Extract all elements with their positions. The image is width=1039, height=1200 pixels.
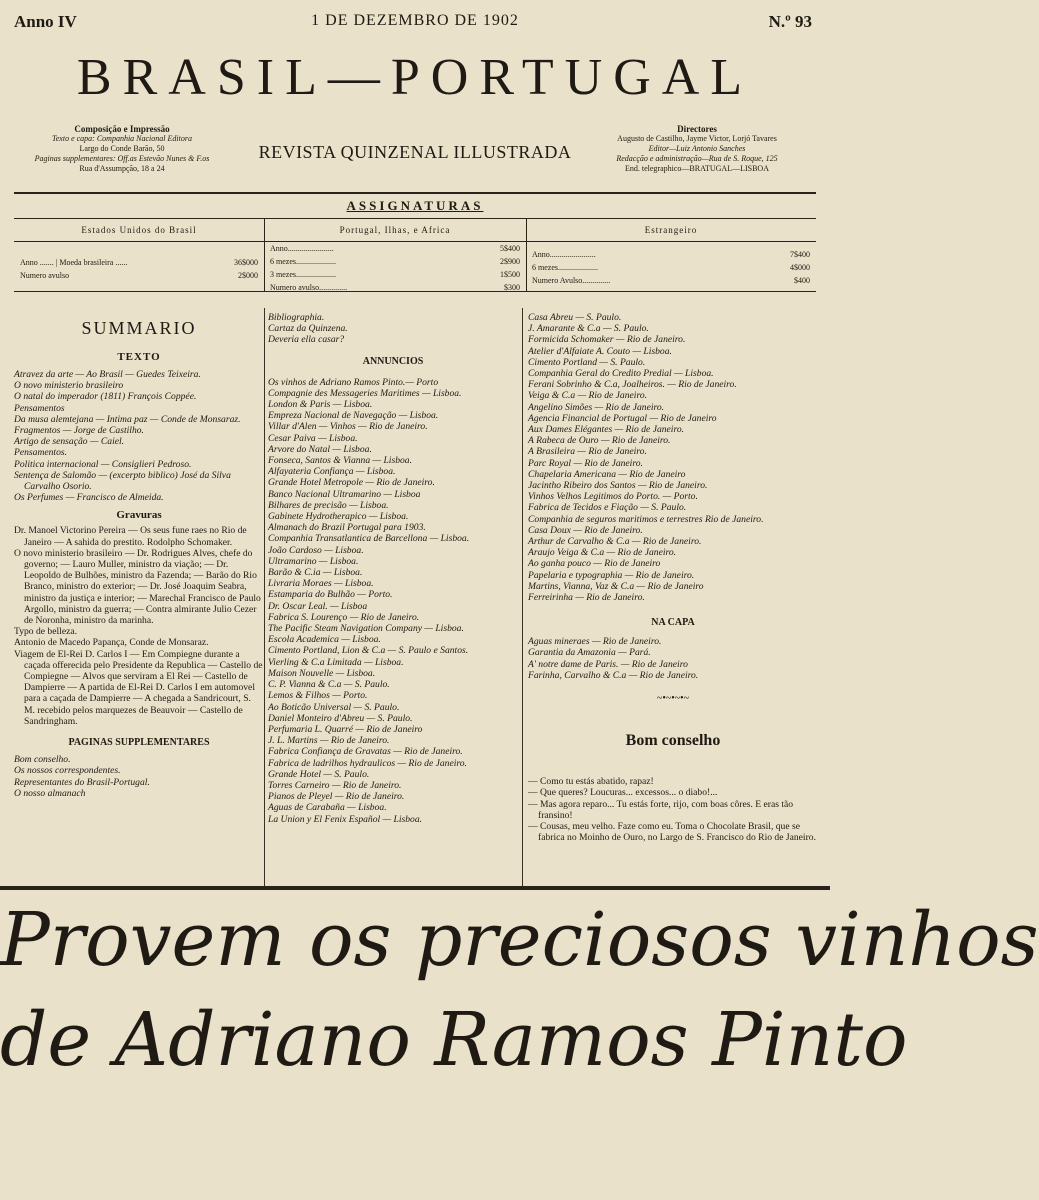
announcement-entry: Fonseca, Santos & Vianna — Lisboa. — [268, 455, 412, 467]
subscription-row: Anno....................... 5$400 — [270, 244, 520, 253]
summary-entry: Deveria ella casar? — [268, 334, 345, 346]
announcement-entry: Ao ganha pouco — Rio de Janeiro — [528, 558, 661, 570]
subscription-col-head: Estrangeiro — [526, 219, 816, 242]
subscriptions-box — [14, 192, 816, 292]
dialog-block — [528, 776, 818, 843]
announcement-entry: J. L. Martins — Rio de Janeiro. — [268, 735, 390, 747]
summary-entry: Bibliographia. — [268, 312, 325, 323]
announcement-entry: Fabrica de ladrilhos hydraulicos — Rio de Janeiro. — [268, 757, 467, 769]
subscription-col-head: Estados Unidos do Brasil — [14, 219, 264, 242]
announcement-entry: Fabrica Confiança de Gravatas — Rio de Janeiro. — [268, 746, 463, 758]
announcement-entry: Companhia Geral do Credito Predial — Lisboa. — [528, 368, 714, 380]
announcements-list — [268, 377, 518, 825]
announcements-column-right — [528, 312, 818, 843]
dialog-line: — Como tu estás abatido, rapaz! — [528, 776, 654, 788]
subscriptions-title: ASSIGNATURAS — [346, 198, 484, 213]
announcements-list — [528, 312, 818, 603]
announcement-entry: Angelino Simões — Rio de Janeiro. — [528, 401, 665, 413]
summary-entry: Fragmentos — Jorge de Castilho. — [14, 425, 144, 437]
issue-year: Anno IV — [14, 12, 77, 31]
announcement-entry: Escola Academica — Lisboa. — [268, 634, 381, 646]
gravura-entry: Viagem de El-Rei D. Carlos I — Em Compiegne durante a caçada offerecida pelo Presidente da Republica — Castello de Compiegne — Alvos que serviram a El Rei — Castello de Dampierre — A partida de El-Rei D. Carlos I em automovel para a caçada de Dampierre — A chegada a Sandricourt, S. M. recebido pelos marquezes de Beauvoir — Castello de Sandringham. — [14, 648, 263, 727]
subscriptions-table — [14, 218, 816, 292]
subscription-col-brasil — [14, 219, 265, 291]
imprint-line: Rua d'Assumpção, 18 a 24 — [79, 164, 165, 173]
announcement-entry: Martins, Vianna, Vaz & C.a — Rio de Janeiro — [528, 580, 704, 592]
announcement-entry: Ferani Sobrinho & C.a, Joalheiros. — Rio de Janeiro. — [528, 379, 737, 391]
gravura-entry: Antonio de Macedo Papança, Conde de Monsaraz. — [14, 637, 209, 649]
announcement-entry: Ultramarino — Lisboa. — [268, 555, 359, 567]
advert-line-1: Provem os preciosos vinhos — [0, 897, 1039, 983]
announcement-entry: Daniel Monteiro d'Abreu — S. Paulo. — [268, 712, 413, 724]
gravura-entry: Dr. Manoel Victorino Pereira — Os seus fune raes no Rio de Janeiro — A sahida do prestito. Rodolpho Schomaker. — [14, 525, 247, 548]
announcement-entry: João Cardoso — Lisboa. — [268, 544, 364, 556]
summary-entry: Pensamentos. — [14, 447, 68, 459]
announcement-entry: Araujo Veiga & C.a — Rio de Janeiro. — [528, 547, 677, 559]
directors-line: Augusto de Castilho, Jayme Victor, Lorjó Tavares — [617, 134, 777, 143]
announcement-entry: Compagnie des Messageries Maritimes — Lisboa. — [268, 387, 462, 399]
supplementary-entry: Os nossos correspondentes. — [14, 765, 121, 777]
announcement-entry: Cimento Portland, Lion & C.a — S. Paulo e Santos. — [268, 645, 469, 657]
summary-entry: Pensamentos — [14, 402, 65, 414]
announcement-entry: Dr. Oscar Leal. — Lisboa — [268, 600, 368, 612]
gravuras-heading: Gravuras — [116, 509, 162, 522]
supplementary-heading: PAGINAS SUPPLEMENTARES — [68, 737, 210, 749]
announcement-entry: Cimento Portland — S. Paulo. — [528, 356, 646, 368]
summary-entry: Politica internacional — Consiglieri Pedroso. — [14, 458, 192, 470]
issue-date: 1 DE DEZEMBRO DE 1902 — [311, 12, 519, 29]
imprint-line: Largo do Conde Barão, 50 — [79, 144, 165, 153]
announcement-entry: Parc Royal — Rio de Janeiro. — [528, 457, 643, 469]
announcement-entry: La Union y El Fenix Español — Lisboa. — [268, 813, 423, 825]
dialog-line: — Cousas, meu velho. Faze como eu. Toma o Chocolate Brasil, que se fabrica no Moinho de Ouro, no Largo de S. Francisco do Rio de Janeiro. — [528, 820, 816, 844]
announcement-entry: Aguas de Carabaña — Lisboa. — [268, 802, 387, 814]
ornament-divider: ~•~•~•~ — [656, 693, 690, 705]
summary-title: SUMMARIO — [81, 318, 197, 338]
announcement-entry: Barão & C.ia — Lisboa. — [268, 567, 363, 579]
summary-entry: Sentença de Salomão — (excerpto biblico) José da Silva Carvalho Osorio. — [14, 469, 231, 493]
column-divider — [264, 308, 265, 888]
announcement-entry: Fabrica de Tecidos e Fiação — S. Paulo. — [528, 502, 687, 514]
announcement-entry: Banco Nacional Ultramarino — Lisboa — [268, 488, 421, 500]
subscription-row: 6 mezes.................... 2$900 — [270, 257, 520, 266]
summary-entry: O novo ministerio brasileiro — [14, 380, 124, 392]
summary-entry: Atravez da arte — Ao Brasil — Guedes Teixeira. — [14, 369, 201, 380]
advert-line-2: de Adriano Ramos Pinto — [0, 997, 908, 1083]
bottom-divider — [0, 886, 830, 890]
announcement-entry: Companhia Transatlantica de Barcellona — Lisboa. — [268, 533, 470, 545]
announcement-entry: Perfumaria L. Quarré — Rio de Janeiro — [268, 723, 423, 735]
announcement-entry: Veiga & C.a — Rio de Janeiro. — [528, 390, 648, 402]
announcement-entry: Villar d'Alen — Vinhos — Rio de Janeiro. — [268, 421, 428, 433]
announcement-entry: Vinhos Velhos Legitimos do Porto. — Porto. — [528, 491, 698, 503]
announcement-entry: Arthur de Carvalho & C.a — Rio de Janeiro. — [528, 536, 702, 548]
announcement-entry: Os vinhos de Adriano Ramos Pinto.— Porto — [268, 376, 439, 388]
announcement-entry: Lemos & Filhos — Porto. — [268, 690, 368, 702]
gravura-entry: O novo ministerio brasileiro — Dr. Rodrigues Alves, chefe do governo; — Lauro Muller, ministro da viação; — Dr. Leopoldo de Bulhões, ministro da Fazenda; — Barão do Rio Branco, ministro do exterior; — Dr. José Joaquim Seabra, ministro da justiça e interior; — Marechal Francisco de Paulo Argollo, ministro da guerra; — Contra almirante Julio Cezer de Noronha, ministro da marinha. — [14, 547, 261, 627]
bom-conselho-heading: Bom conselho — [625, 732, 721, 750]
announcement-entry: Grande Hotel — S. Paulo. — [268, 768, 370, 780]
announcement-entry: Empreza Nacional de Navegação — Lisboa. — [268, 410, 439, 422]
subscription-col-estrangeiro — [526, 219, 816, 291]
subscription-col-head: Portugal, Ilhas, e Africa — [264, 219, 526, 242]
announcement-entry: Atelier d'Alfaiate A. Couto — Lisboa. — [528, 345, 672, 357]
summary-column — [14, 312, 264, 799]
directors-line: Editor—Luiz Antonio Sanches — [648, 144, 746, 153]
cover-entry: A' notre dame de Paris. — Rio de Janeiro — [528, 658, 688, 670]
subscription-row: 6 mezes.................... 4$000 — [532, 263, 810, 272]
announcement-entry: Casa Doux — Rio de Janeiro. — [528, 524, 643, 536]
announcement-entry: Alfayateria Confiança — Lisboa. — [268, 466, 396, 478]
masthead-title: BRASIL—PORTUGAL — [76, 49, 754, 106]
subscription-col-portugal — [264, 219, 527, 291]
announcement-entry: Jacintho Ribeiro dos Santos — Rio de Janeiro. — [528, 480, 708, 492]
announcement-entry: The Pacific Steam Navigation Company — Lisboa. — [268, 623, 464, 635]
announcement-entry: Formicida Schomaker — Rio de Janeiro. — [528, 334, 686, 346]
announcement-entry: London & Paris — Lisboa. — [268, 399, 373, 411]
cover-entry: Aguas mineraes — Rio de Janeiro. — [528, 636, 662, 648]
summary-entry: Os Perfumes — Francisco de Almeida. — [14, 492, 164, 504]
subscription-row: Anno....................... 7$400 — [532, 250, 810, 259]
subscription-row: 3 mezes.................... 1$500 — [270, 270, 520, 279]
announcements-column — [268, 312, 518, 825]
na-capa-heading: NA CAPA — [651, 617, 695, 629]
directors-heading: Directores — [677, 124, 717, 134]
column-divider — [522, 308, 523, 888]
summary-entry: Artigo de sensação — Caiel. — [14, 436, 125, 448]
announcement-entry: A Rabeca de Ouro — Rio de Janeiro. — [528, 435, 671, 447]
texto-heading: TEXTO — [117, 351, 161, 363]
announcement-entry: Aux Dames Elégantes — Rio de Janeiro. — [528, 424, 685, 436]
cover-entry: Farinha, Carvalho & C.a — Rio de Janeiro. — [528, 669, 699, 681]
announcement-entry: Bilhares de precisão — Lisboa. — [268, 499, 389, 511]
announcement-entry: Papelaria e typographia — Rio de Janeiro. — [528, 569, 695, 581]
imprint-heading: Composição e Impressão — [74, 124, 170, 134]
magazine-subtitle: REVISTA QUINZENAL ILLUSTRADA — [258, 142, 572, 162]
announcement-entry: Estamparia do Bulhão — Porto. — [268, 589, 393, 601]
announcement-entry: Livraria Moraes — Lisboa. — [268, 578, 374, 590]
supplementary-entry: Bom conselho. — [14, 754, 71, 766]
announcement-entry: Ferreirinha — Rio de Janeiro. — [528, 592, 645, 604]
announcement-entry: Cesar Paiva — Lisboa. — [268, 432, 358, 444]
announcement-entry: J. Amarante & C.a — S. Paulo. — [528, 323, 649, 335]
imprint-line: Texto e capa: Companhia Nacional Editora — [52, 134, 192, 143]
announcement-entry: Fabrica S. Lourenço — Rio de Janeiro. — [268, 611, 420, 623]
gravura-entry: Typo de belleza. — [14, 626, 77, 638]
supplementary-entry: Representantes do Brasil-Portugal. — [14, 776, 150, 788]
directors-line: Redacção e administração—Rua de S. Roque, 125 — [616, 154, 778, 163]
subscription-row: Numero avulso 2$000 — [20, 271, 258, 280]
subscription-row: Numero avulso.............. $300 — [270, 283, 520, 292]
announcements-heading: ANNUNCIOS — [362, 355, 424, 367]
cover-entry: Garantia da Amazonia — Pará. — [528, 647, 651, 659]
top-line — [14, 12, 816, 42]
announcement-entry: Vierling & C.a Limitada — Lisboa. — [268, 656, 404, 668]
announcement-entry: Casa Abreu — S. Paulo. — [528, 312, 622, 323]
directors-block — [582, 124, 812, 174]
announcement-entry: Grande Hotel Metropole — Rio de Janeiro. — [268, 477, 435, 489]
announcement-entry: A Brasileira — Rio de Janeiro. — [528, 446, 647, 458]
announcement-entry: Companhia de seguros maritimos e terrestres Rio de Janeiro. — [528, 513, 764, 525]
announcement-entry: Maison Nouvelle — Lisboa. — [268, 667, 376, 679]
dialog-line: — Mas agora reparo... Tu estás forte, rijo, com boas côres. E eras tão fransino! — [528, 798, 794, 821]
announcement-entry: Chapelaria Americana — Rio de Janeiro — [528, 468, 686, 480]
announcement-entry: Gabinete Hydrotherapico — Lisboa. — [268, 511, 409, 523]
imprint-line: Paginas supplementares: Off.as Estevão Nunes & F.os — [34, 154, 210, 163]
subscription-row: Numero Avulso.............. $400 — [532, 276, 810, 285]
summary-entry: Da musa alemtejana — Intima paz — Conde de Monsaraz. — [14, 413, 241, 425]
dialog-line: — Que queres? Loucuras... excessos... o diabo!... — [528, 787, 718, 799]
summary-entry: O natal do imperador (1811) François Coppée. — [14, 391, 197, 403]
announcement-entry: Arvore do Natal — Lisboa. — [268, 443, 372, 455]
announcement-entry: Ao Boticão Universal — S. Paulo. — [268, 701, 400, 713]
directors-line: End. telegraphico—BRATUGAL—LISBOA — [625, 164, 769, 173]
summary-entry: Cartaz da Quinzena. — [268, 323, 348, 335]
announcement-entry: Pianos de Pleyel — Rio de Janeiro. — [268, 791, 405, 803]
supplementary-entry: O nosso almanach — [14, 787, 86, 799]
announcement-entry: C. P. Vianna & C.a — S. Paulo. — [268, 679, 390, 691]
subscription-row: Anno ....... | Moeda brasileira ...... 36$000 — [20, 258, 258, 267]
announcement-entry: Torres Carneiro — Rio de Janeiro. — [268, 779, 402, 791]
announcement-entry: Agencia Financial de Portugal — Rio de Janeiro — [528, 412, 717, 424]
issue-number: N.º 93 — [768, 12, 812, 31]
announcement-entry: Almanach do Brazil Portugal para 1903. — [268, 522, 426, 534]
